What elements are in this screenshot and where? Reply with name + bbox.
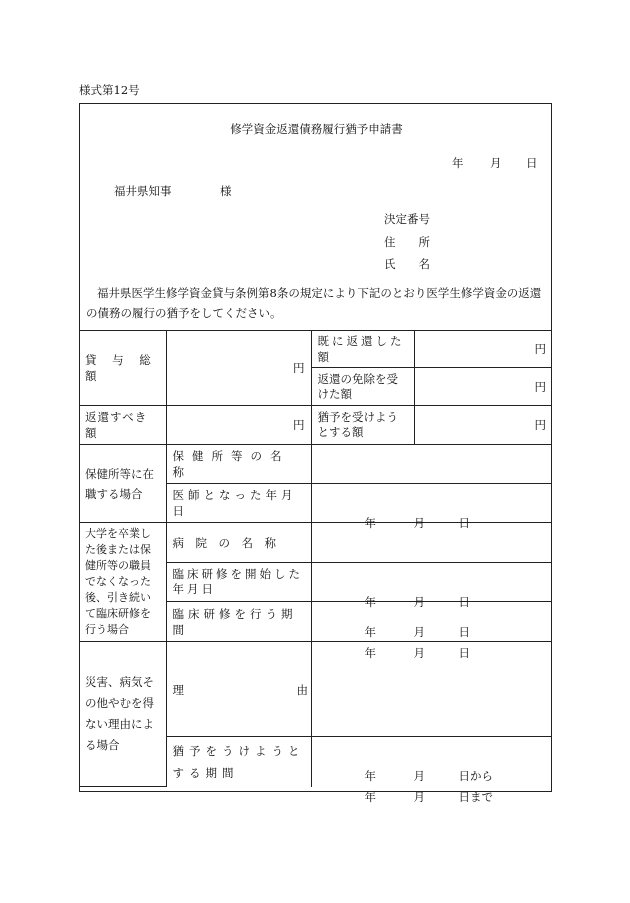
year-label: 年 — [364, 789, 376, 804]
form-title: 修学資金返還債務履行猶予申請書 — [230, 122, 403, 136]
yen-unit: 円 — [534, 418, 546, 432]
day-label: 日 — [458, 516, 470, 530]
exempted-value — [414, 368, 552, 406]
health-center-case-label: 保健所等に在職する場合 — [79, 445, 166, 523]
year-label: 年 — [364, 624, 376, 639]
from-label: 日から — [458, 768, 493, 783]
hospital-name-label: 病 院 の 名 称 — [166, 523, 311, 563]
exempted-label: 返還の免除を受けた額 — [311, 368, 414, 406]
month-label: 月 — [413, 624, 425, 639]
health-center-name-label: 保健所等の名称 — [166, 445, 311, 484]
reason-label-start: 理 — [172, 683, 184, 697]
month-label: 月 — [413, 645, 425, 660]
hospital-name-value — [311, 523, 552, 563]
day-label: 日 — [458, 645, 470, 660]
date-day-label: 日 — [526, 156, 538, 170]
disaster-case-label: 災害、病気その他やむを得ない理由による場合 — [79, 642, 166, 787]
training-period-label: 臨床研修を行う期間 — [166, 602, 311, 642]
yen-unit: 円 — [293, 361, 305, 375]
address-label: 住 所 — [384, 235, 430, 249]
month-label: 月 — [413, 768, 425, 783]
already-repaid-value — [414, 331, 552, 368]
name-label: 氏 名 — [384, 257, 430, 271]
already-repaid-label: 既に返還した額 — [311, 331, 414, 368]
training-period-value — [311, 602, 552, 660]
yen-unit: 円 — [534, 379, 546, 394]
became-doctor-date-value — [311, 484, 552, 530]
yen-unit: 円 — [293, 418, 305, 432]
year-label: 年 — [364, 768, 376, 783]
year-label: 年 — [364, 516, 376, 530]
reason-value — [311, 642, 552, 737]
date-year-label: 年 — [452, 156, 464, 170]
request-text-line: 福井県医学生修学資金貸与条例第8条の規定により下記のとおり医学生修学資金の返還 — [97, 286, 542, 300]
day-label: 日 — [458, 624, 470, 639]
deferment-period-label: 猶予をうけようとする期間 — [166, 737, 311, 787]
month-label: 月 — [413, 789, 425, 804]
graduate-case-label: 大学を卒業した後または保健所等の職員でなくなった後、引き続いて臨床研修を行う場合 — [79, 523, 166, 642]
year-label: 年 — [364, 645, 376, 660]
deferment-period-value — [311, 737, 552, 804]
reason-label-cell — [166, 642, 311, 737]
health-center-name-value — [311, 445, 552, 484]
until-label: 日まで — [458, 789, 493, 804]
amount-due-label: 返還すべき額 — [79, 406, 166, 445]
request-text — [86, 283, 554, 323]
reason-label-end: 由 — [296, 683, 308, 697]
training-start-date-label: 臨床研修を開始した年月日 — [166, 563, 311, 602]
month-label: 月 — [413, 516, 425, 530]
addressee: 福井県知事 — [114, 184, 172, 198]
deferment-amount-value — [414, 406, 552, 445]
month-label: 月 — [413, 595, 425, 609]
date-month-label: 月 — [490, 156, 502, 170]
application-table — [79, 330, 552, 804]
form-number: 様式第12号 — [79, 83, 140, 97]
yen-unit: 円 — [534, 342, 546, 356]
decision-number-label: 決定番号 — [384, 212, 430, 226]
day-label: 日 — [458, 595, 470, 609]
loan-total-label: 貸 与 総 額 — [79, 331, 166, 406]
application-form — [79, 103, 552, 804]
honorific: 様 — [220, 184, 232, 198]
amount-due-value — [166, 406, 311, 445]
year-label: 年 — [364, 595, 376, 609]
deferment-amount-label: 猶予を受けようとする額 — [311, 406, 414, 445]
loan-total-value — [166, 331, 311, 406]
training-start-date-value — [311, 563, 552, 609]
request-text-line: の債務の履行の猶予をしてください。 — [86, 306, 282, 320]
became-doctor-date-label: 医師となった年月日 — [166, 484, 311, 523]
